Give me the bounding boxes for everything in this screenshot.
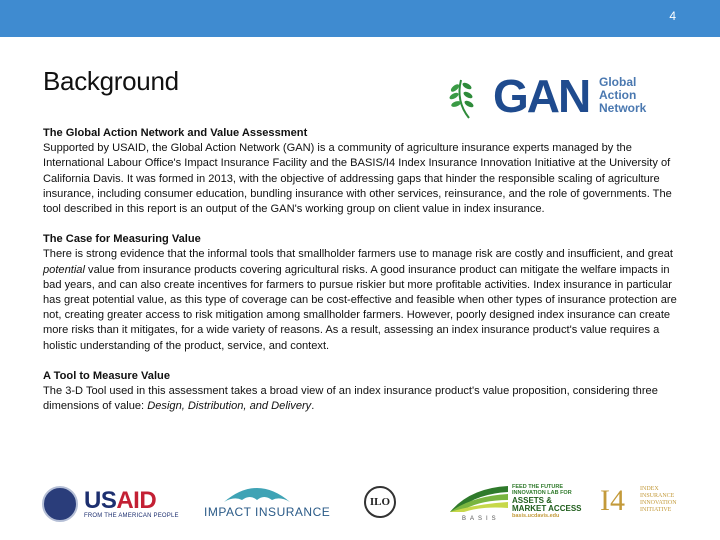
i4-text (640, 486, 700, 514)
gan-line-1: Global (599, 75, 637, 89)
section-tool (43, 369, 683, 415)
body-content (43, 126, 683, 429)
impact-insurance-wordmark: IMPACT INSURANCE (204, 505, 331, 519)
section-body (43, 384, 683, 414)
gan-line-2: Action (599, 88, 637, 102)
partner-logos (42, 482, 702, 526)
usaid-aid: AID (116, 487, 157, 514)
basis-line-3: ASSETS & (512, 495, 553, 505)
section-heading: The Global Action Network and Value Assessment (43, 127, 308, 139)
gan-logo (447, 70, 662, 122)
i4-line-3: INNOVATION (640, 500, 677, 506)
body-text: value from insurance products covering agricultural risks. A good insurance product can mitigate the welfare impacts in bad years, and can also create incentives for farmers to pursue riskier but more profitable activities. Index insurance in particular has great potential value, as this type of coverage can be cost-effective and feasible when other types of insurance protection are not, creating greater access to risk mitigation among smallholder farmers. However, poorly designed index insurance can create more risks than it mitigates, for a wide variety of reasons. As a result, assessing an index insurance product's value requires a holistic understanding of the product, service, and context. (43, 263, 677, 352)
page-number: 4 (669, 9, 676, 23)
section-body (43, 247, 683, 353)
body-text: . (311, 400, 315, 413)
basis-fields-icon (450, 484, 508, 514)
body-text: The 3-D Tool used in this assessment takes a broad view of an index insurance product's value proposition, considering three dimensions of value: (43, 385, 658, 413)
basis-url: basis.ucdavis.edu (512, 512, 560, 519)
basis-text (512, 484, 602, 519)
gan-line-3: Network (599, 101, 647, 115)
basis-logo-box (450, 482, 602, 526)
basis-logo (450, 482, 602, 526)
section-gan (43, 126, 683, 217)
i4-mark: I4 (600, 484, 625, 517)
basis-line-2: INNOVATION LAB FOR (512, 490, 572, 497)
emphasis-text: Design, Distribution, and Delivery (147, 400, 312, 413)
usaid-seal-icon (42, 486, 78, 522)
usaid-us: US (84, 487, 117, 514)
usaid-logo (42, 482, 182, 526)
emphasis-text: potential (43, 263, 85, 276)
usaid-wordmark (84, 487, 156, 515)
basis-wordmark: BASIS (462, 516, 500, 522)
ilo-logo: ILO (364, 486, 396, 518)
i4-line-2: INSURANCE (640, 493, 675, 499)
body-text: There is strong evidence that the informal tools that smallholder farmers use to manage risk are costly and insufficient, and great (43, 248, 673, 261)
basis-line-4: MARKET ACCESS (512, 503, 582, 513)
umbrella-icon (222, 482, 292, 504)
section-heading: The Case for Measuring Value (43, 233, 201, 246)
impact-insurance-logo (204, 482, 329, 526)
section-heading: A Tool to Measure Value (43, 369, 170, 382)
wheat-icon (447, 74, 491, 120)
gan-subtitle (599, 76, 646, 115)
gan-letters: GAN (493, 70, 590, 122)
section-body: Supported by USAID, the Global Action Network (GAN) is a community of agriculture insurance experts managed by the International Labour Office's Impact Insurance Facility and the BASIS/I4 Index Insurance Innovation Initiative at the University of California Davis. It was formed in 2013, with the objective of addressing gaps that hinder the responsible scaling of agriculture insurance, including consumer education, bundling insurance with other services, reinsurance, and the role of governments. The tool described in this report is an output of the GAN's working group on client value in index insurance. (43, 142, 672, 216)
section-case (43, 232, 683, 354)
i4-line-4: INITIATIVE (640, 507, 672, 513)
usaid-tagline: FROM THE AMERICAN PEOPLE (84, 513, 179, 519)
header-bar (0, 0, 720, 37)
basis-line-1: FEED THE FUTURE (512, 484, 564, 490)
i4-line-1: INDEX (640, 486, 659, 492)
page-title: Background (43, 66, 179, 96)
